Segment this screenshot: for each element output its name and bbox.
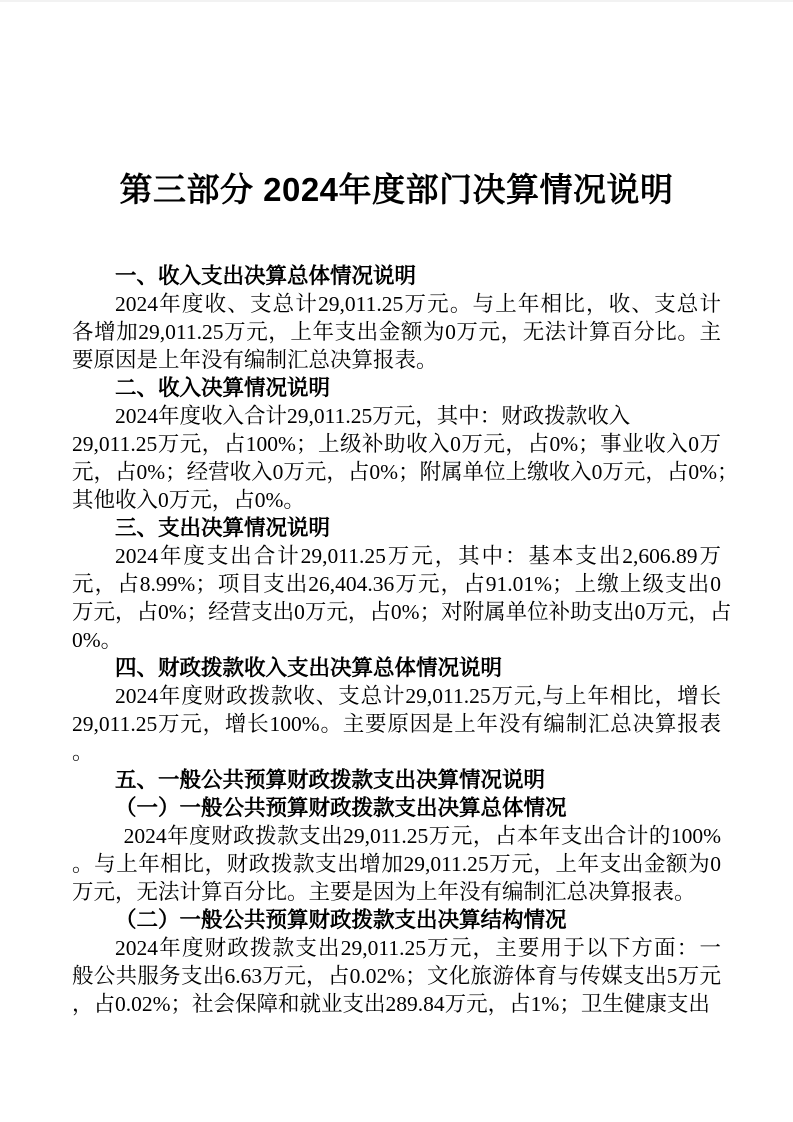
section-2-line-1: 2024年度收入合计29,011.25万元，其中：财政拨款收入 xyxy=(115,404,631,428)
section-4-line-2: 29,011.25万元，增长100%。主要原因是上年没有编制汇总决算报表 xyxy=(72,712,721,736)
section-1-line-3: 要原因是上年没有编制汇总决算报表。 xyxy=(72,348,438,372)
section-1-line-1: 2024年度收、支总计29,011.25万元。与上年相比，收、支总计 xyxy=(115,292,721,316)
section-1-heading: 一、收入支出决算总体情况说明 xyxy=(115,264,417,288)
section-5-heading: 五、一般公共预算财政拨款支出决算情况说明 xyxy=(115,768,546,792)
section-3-heading: 三、支出决算情况说明 xyxy=(115,516,331,540)
document-body xyxy=(72,262,739,1018)
section-2-heading: 二、收入决算情况说明 xyxy=(115,376,331,400)
section-3-line-1: 2024年度支出合计29,011.25万元，其中：基本支出2,606.89万 xyxy=(115,544,721,568)
section-5-2-line-3: ，占0.02%；社会保障和就业支出289.84万元，占1%；卫生健康支出 xyxy=(72,992,710,1016)
section-2-line-2: 29,011.25万元，占100%；上级补助收入0万元，占0%；事业收入0万 xyxy=(72,432,721,456)
section-5-1-line-2: 。与上年相比，财政拨款支出增加29,011.25万元，上年支出金额为0 xyxy=(72,852,721,876)
section-3-line-2: 元，占8.99%；项目支出26,404.36万元，占91.01%；上缴上级支出0 xyxy=(72,572,721,596)
section-4-heading: 四、财政拨款收入支出决算总体情况说明 xyxy=(115,656,503,680)
section-1-line-2: 各增加29,011.25万元，上年支出金额为0万元，无法计算百分比。主 xyxy=(72,320,721,344)
section-5-2-line-1: 2024年度财政拨款支出29,011.25万元，主要用于以下方面：一 xyxy=(115,936,721,960)
section-5-1-line-3: 万元，无法计算百分比。主要是因为上年没有编制汇总决算报表。 xyxy=(72,880,696,904)
section-5-2-line-2: 般公共服务支出6.63万元，占0.02%；文化旅游体育与传媒支出5万元 xyxy=(72,964,721,988)
document-title: 第三部分 2024年度部门决算情况说明 xyxy=(119,171,674,208)
section-3-line-3: 万元，占0%；经营支出0万元，占0%；对附属单位补助支出0万元，占 xyxy=(72,600,732,624)
section-2-line-4: 其他收入0万元，占0%。 xyxy=(72,488,305,512)
section-4-line-1: 2024年度财政拨款收、支总计29,011.25万元,与上年相比，增长 xyxy=(115,684,721,708)
section-3-line-4: 0%。 xyxy=(72,628,123,652)
section-5-subheading-1: （一）一般公共预算财政拨款支出决算总体情况 xyxy=(115,796,567,820)
section-2-line-3: 元，占0%；经营收入0万元，占0%；附属单位上缴收入0万元，占0%； xyxy=(72,460,739,484)
section-5-subheading-2: （二）一般公共预算财政拨款支出决算结构情况 xyxy=(115,908,567,932)
section-4-line-3: 。 xyxy=(72,740,94,764)
section-5-1-line-1: 2024年度财政拨款支出29,011.25万元，占本年支出合计的100% xyxy=(123,824,721,848)
